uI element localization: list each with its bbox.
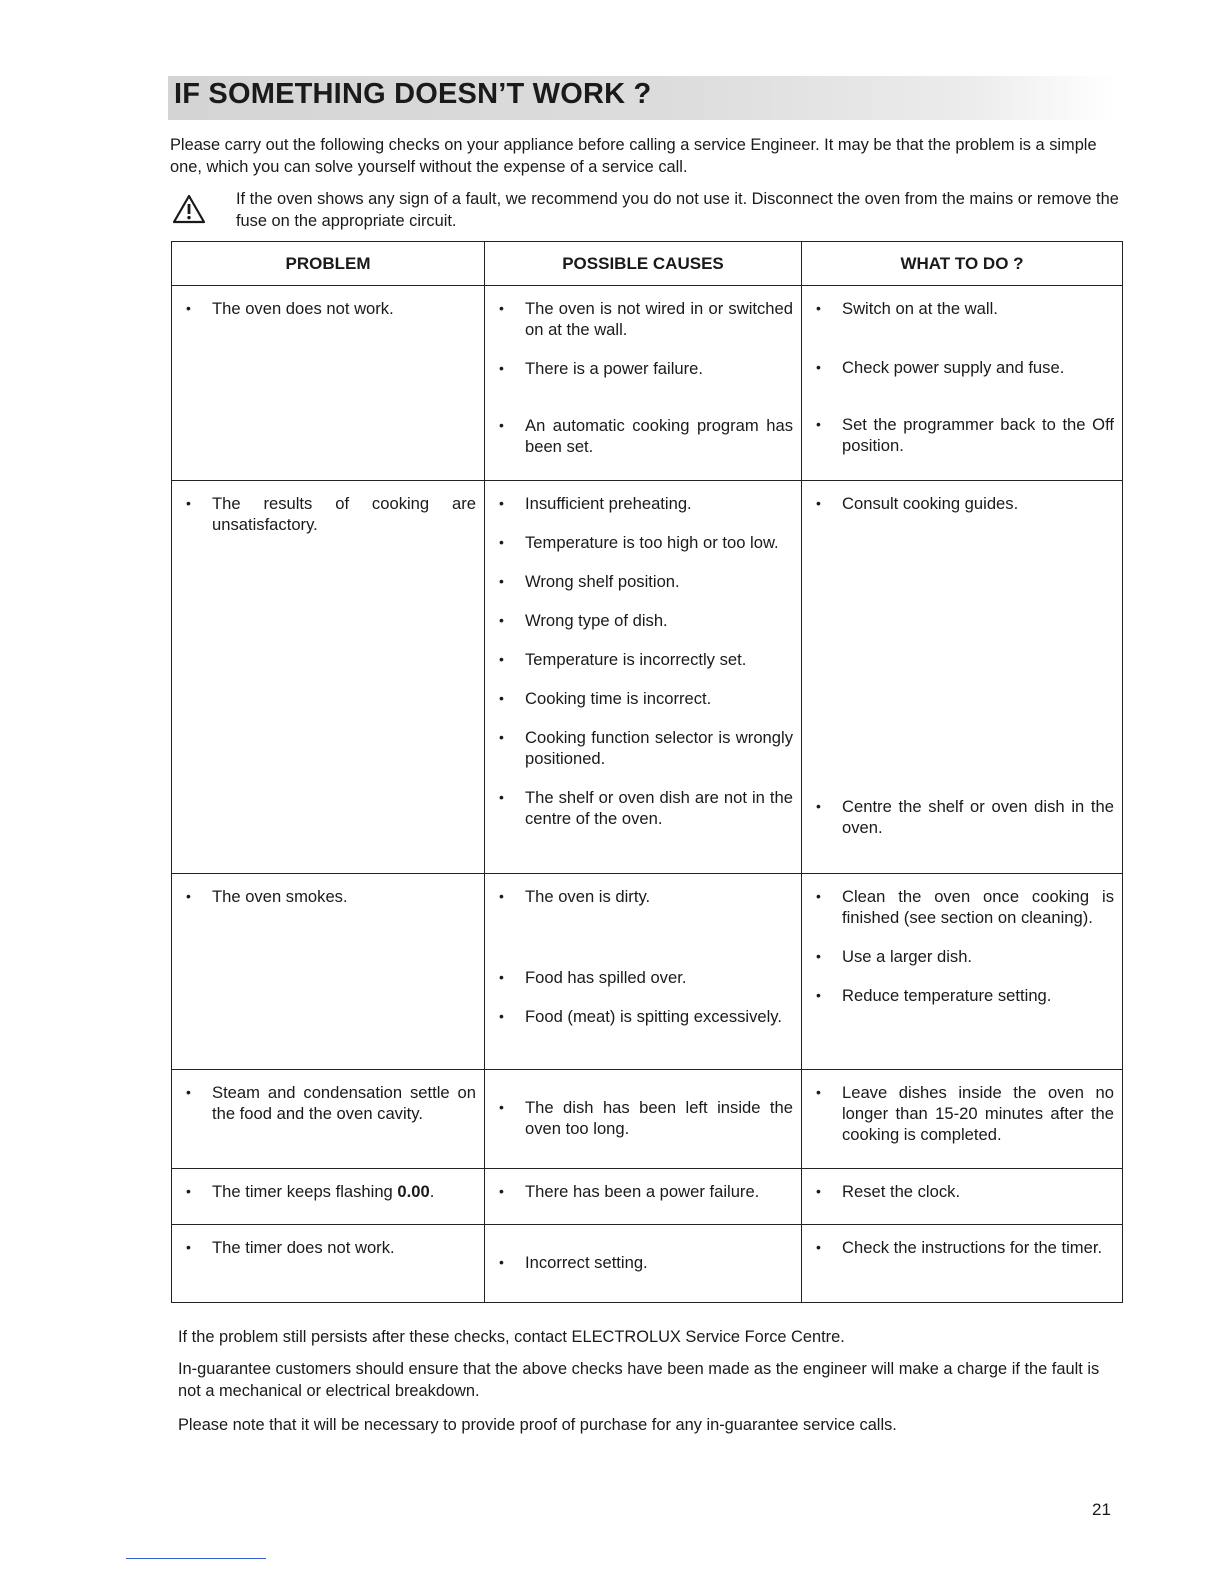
action-item: • Use a larger dish. [810,946,1114,967]
problem-cell [172,286,485,481]
action-item: • Clean the oven once cooking is finished (see section on cleaning). [810,886,1114,928]
problem-suffix: . [429,1182,435,1201]
table-row [172,286,1123,481]
actions-cell [802,1070,1123,1169]
problem-item: • The results of cooking are unsatisfactory. [180,493,476,535]
footer-contact: If the problem still persists after these checks, contact ELECTROLUX Service Force Centre. [178,1328,845,1346]
cause-item: • Temperature is too high or too low. [493,532,793,553]
problem-item: • The oven does not work. [180,298,476,319]
header-what-to-do: WHAT TO DO ? [802,242,1123,286]
header-problem: PROBLEM [172,242,485,286]
action-item: • Reduce temperature setting. [810,985,1114,1006]
footer-guarantee: In-guarantee customers should ensure that the above checks have been made as the engineer will make a charge if the fault is not a mechanical or electrical breakdown. [178,1360,1100,1400]
cause-item: • Incorrect setting. [493,1252,793,1273]
footer-rule [126,1558,266,1559]
problem-cell [172,1070,485,1169]
causes-cell [485,481,802,874]
cause-item: • Cooking time is incorrect. [493,688,793,709]
causes-cell [485,1070,802,1169]
cause-item: • Wrong type of dish. [493,610,793,631]
actions-cell [802,481,1123,874]
table-row [172,874,1123,1070]
problem-cell [172,1225,485,1303]
causes-cell [485,1169,802,1225]
cause-item: • Food (meat) is spitting excessively. [493,1006,793,1027]
problem-item [180,1181,476,1202]
action-item: • Consult cooking guides. [810,493,1114,514]
table-row [172,1225,1123,1303]
cause-item: • Food has spilled over. [493,967,793,988]
troubleshooting-table [171,241,1123,1303]
page-title: IF SOMETHING DOESN’T WORK ? [174,78,652,110]
problem-item: • The timer does not work. [180,1237,476,1258]
table-row [172,481,1123,874]
intro-paragraph: Please carry out the following checks on your appliance before calling a service Engineer. It may be that the problem is a simple one, which you can solve yourself without the expense of a service call. [170,136,1097,176]
problem-cell [172,1169,485,1225]
cause-item: • The oven is not wired in or switched on at the wall. [493,298,793,340]
timer-code: 0.00 [397,1182,430,1201]
action-item: • Centre the shelf or oven dish in the oven. [810,796,1114,838]
action-item: • Check power supply and fuse. [810,357,1114,378]
table-row [172,1169,1123,1225]
page-number: 21 [1092,1500,1111,1519]
problem-text: The timer keeps flashing [212,1182,398,1201]
problem-item: • Steam and condensation settle on the food and the oven cavity. [180,1082,476,1124]
actions-cell [802,1169,1123,1225]
actions-cell [802,874,1123,1070]
action-item: • Check the instructions for the timer. [810,1237,1114,1258]
cause-item: • Insufficient preheating. [493,493,793,514]
action-item: • Reset the clock. [810,1181,1114,1202]
cause-item: • There is a power failure. [493,358,793,379]
causes-cell [485,286,802,481]
causes-cell [485,874,802,1070]
footer-proof: Please note that it will be necessary to provide proof of purchase for any in-guarantee service calls. [178,1416,897,1434]
problem-cell [172,874,485,1070]
cause-item: • Cooking function selector is wrongly positioned. [493,727,793,769]
action-item: • Leave dishes inside the oven no longer than 15-20 minutes after the cooking is completed. [810,1082,1114,1145]
problem-item: • The oven smokes. [180,886,476,907]
problem-cell [172,481,485,874]
actions-cell [802,1225,1123,1303]
cause-item: • There has been a power failure. [493,1181,793,1202]
table-row [172,1070,1123,1169]
cause-item: • The dish has been left inside the oven too long. [493,1097,793,1139]
action-item: • Set the programmer back to the Off position. [810,414,1114,456]
cause-item: • Temperature is incorrectly set. [493,649,793,670]
warning-triangle-icon [172,194,206,224]
actions-cell [802,286,1123,481]
table-header-row [172,242,1123,286]
action-item: • Switch on at the wall. [810,298,1114,319]
warning-text: If the oven shows any sign of a fault, we recommend you do not use it. Disconnect the oven from the mains or remove the fuse on the appropriate circuit. [236,190,1119,230]
cause-item: • Wrong shelf position. [493,571,793,592]
cause-item: • The shelf or oven dish are not in the centre of the oven. [493,787,793,829]
cause-item: • The oven is dirty. [493,886,793,907]
header-possible-causes: POSSIBLE CAUSES [485,242,802,286]
cause-item: • An automatic cooking program has been set. [493,415,793,457]
causes-cell [485,1225,802,1303]
